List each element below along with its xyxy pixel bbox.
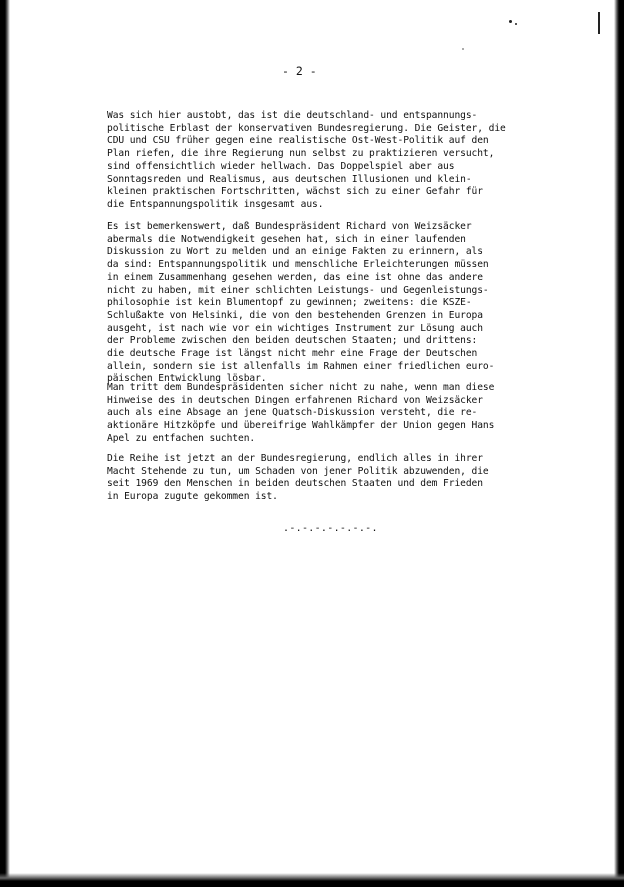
paragraph-1: Was sich hier austobt, das ist die deutschland- und entspannungs- politische Erblast der konservativen Bundesregierung. Die Geister, die CDU und CSU früher gegen eine realistische Ost-West-Politik auf den Plan riefen, die ihre Regierung nun selbst zu praktizieren versucht, sind offensichtlich wieder hellwach. Das Doppelspiel aber aus Sonntagsreden und Realismus, aus deutschen Illusionen und klein- kleinen praktischen Fortschritten, wächst sich zu einer Gefahr für die Entspannungspolitik insgesamt aus. [107,110,506,210]
paragraph-2: Es ist bemerkenswert, daß Bundespräsident Richard von Weizsäcker abermals die Notwendigkeit gesehen hat, sich in einer laufenden Diskussion zu Wort zu melden und an einige Fakten zu erinnern, als da sind: Entspannungspolitik und menschliche Erleichterungen müssen in einem Zusammenhang gesehen werden, das eine ist ohne das andere nicht zu haben, mit einer schlichten Leistungs- und Gegenleistungs- philosophie ist kein Blumentopf zu gewinnen; zweitens: die KSZE- Schlußakte von Helsinki, die von den bestehenden Grenzen in Europa ausgeht, ist nach wie vor ein wichtiges Instrument zur Lösung auch der Probleme zwischen den beiden deutschen Staaten; und drittens: die deutsche Frage ist längst nicht mehr eine Frage der Deutschen allein, sondern sie ist allenfalls im Rahmen einer friedlichen euro- päischen Entwicklung lösbar. [107,221,495,385]
paragraph-3: Man tritt dem Bundespräsidenten sicher nicht zu nahe, wenn man diese Hinweise des in deutschen Dingen erfahrenen Richard von Weizsäcker auch als eine Absage an jene Quatsch-Diskussion versteht, die re- aktionäre Hitzköpfe und übereifrige Wahlkämpfer der Union gegen Hans Apel zu entfachen suchten. [107,382,495,444]
page-number: - 2 - [282,64,317,78]
paragraph-4: Die Reihe ist jetzt an der Bundesregierung, endlich alles in ihrer Macht Stehende zu tun, um Schaden von jener Politik abzuwenden, die seit 1969 den Menschen in beiden deutschen Staaten und dem Frieden in Europa zugute gekommen ist. [107,453,489,503]
scan-border-left [0,0,10,887]
scan-speck [462,48,464,50]
scan-border-right [614,0,624,887]
scan-border-bottom [0,873,624,887]
closing-mark: .-.-.-.-.-.-.-. [283,523,378,534]
scan-speck [515,23,517,25]
scan-speck [509,20,512,23]
scan-mark [598,12,600,34]
